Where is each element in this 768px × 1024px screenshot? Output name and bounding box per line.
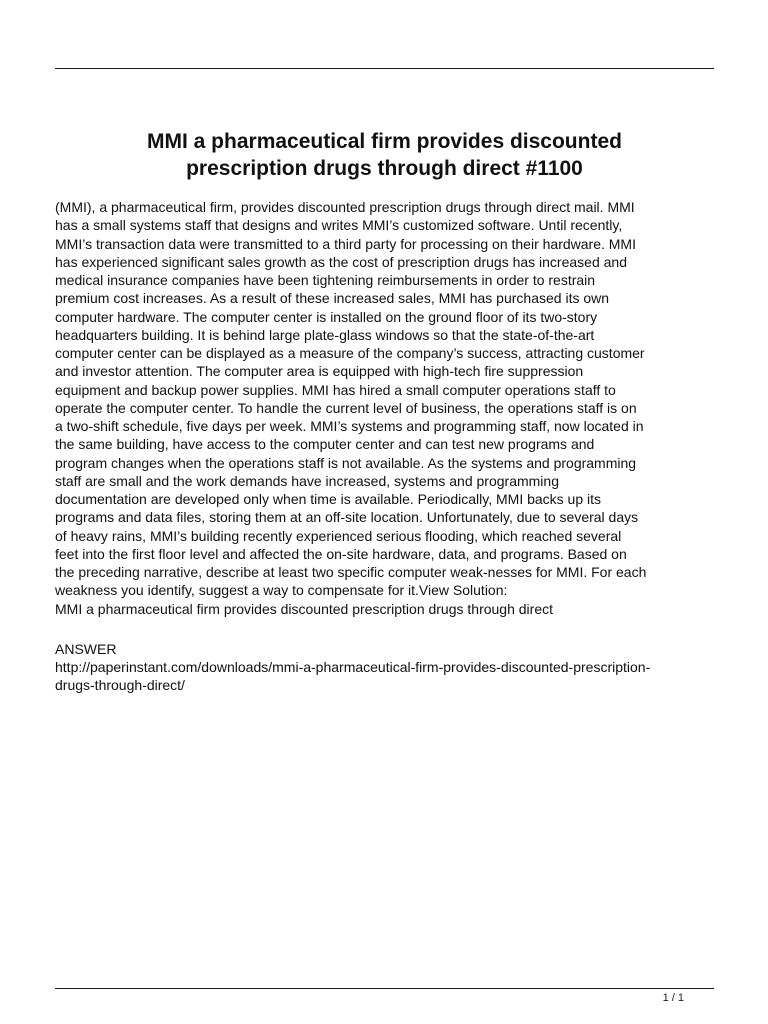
answer-link[interactable]: http://paperinstant.com/downloads/mmi-a-pharmaceutical-firm-provides-discounted-prescription- drugs-through-direct/ <box>55 659 651 694</box>
page-number: 1 / 1 <box>662 992 684 1004</box>
header-divider <box>55 68 714 69</box>
document-body: (MMI), a pharmaceutical firm, provides discounted prescription drugs through direct mail. MMI has a small systems staff that designs and writes MMI’s customized software. Until recently, MMI’s transaction data were transmitted to a third party for processing on their hardware. MMI has experienced significant sales growth as the cost of prescription drugs has increased and medical insurance companies have been tightening reimbursements in order to restrain premium cost increases. As a result of these increased sales, MMI has purchased its own computer hardware. The computer center is installed on the ground floor of its two-story headquarters building. It is behind large plate-glass windows so that the state-of-the-art computer center can be displayed as a measure of the company’s success, attracting customer and investor attention. The computer area is equipped with high-tech fire suppression equipment and backup power supplies. MMI has hired a small computer operations staff to operate the computer center. To handle the current level of business, the operations staff is on a two-shift schedule, five days per week. MMI’s systems and programming staff, now located in the same building, have access to the computer center and can test new programs and program changes when the operations staff is not available. As the systems and programming staff are small and the work demands have increased, systems and programming documentation are developed only when time is available. Periodically, MMI backs up its programs and data files, storing them at an off-site location. Unfortunately, due to several days of heavy rains, MMI’s building recently experienced serious flooding, which reached several feet into the first floor level and affected the on-site hardware, data, and programs. Based on the preceding narrative, describe at least two specific computer weak-nesses for MMI. For each weakness you identify, suggest a way to compensate for it.View Solution: MMI a pharmaceutical firm provides discounted prescription drugs through direct <box>55 199 647 617</box>
document-title: MMI a pharmaceutical firm provides discounted prescription drugs through direct #1100 <box>147 130 622 180</box>
footer-divider <box>55 988 714 989</box>
answer-label: ANSWER <box>55 641 117 657</box>
